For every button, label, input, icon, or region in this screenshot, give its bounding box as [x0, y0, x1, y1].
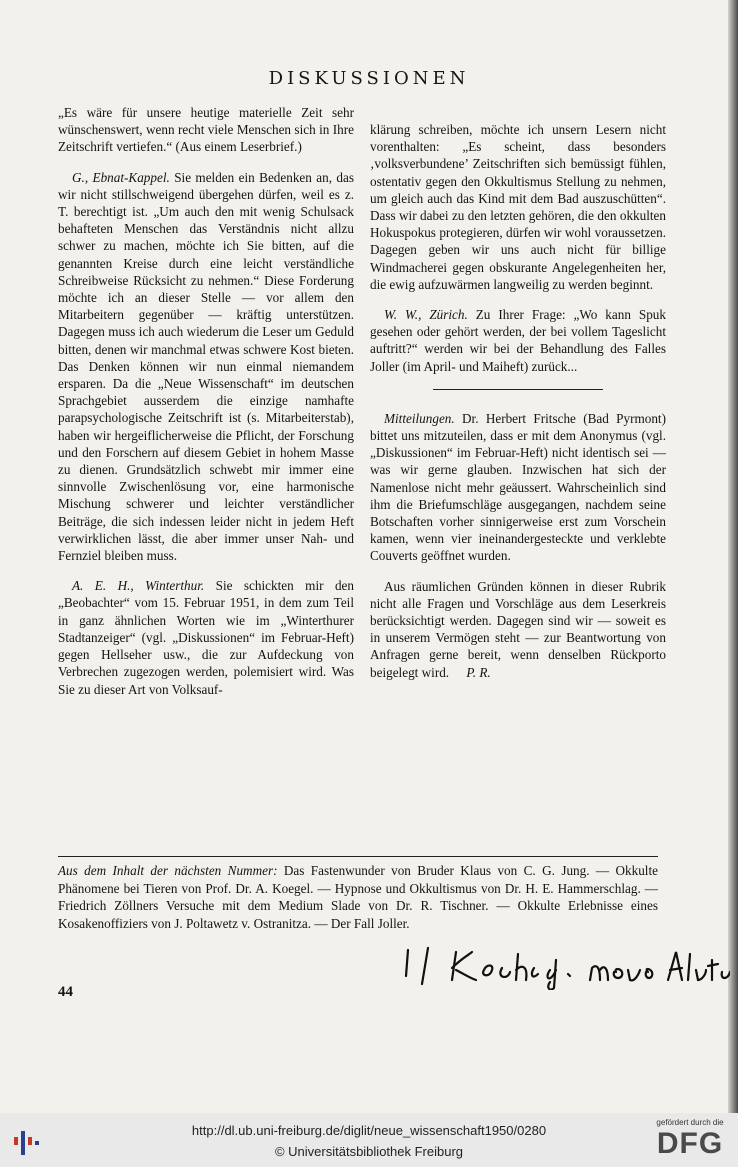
handwritten-note [400, 940, 730, 990]
next-issue-lead: Aus dem Inhalt der nächsten Nummer: [58, 863, 278, 878]
next-issue-contents [58, 862, 658, 932]
announcements [370, 410, 666, 565]
reply-ebnat-kappel [58, 169, 354, 565]
announcements-lead: Mitteilungen. [384, 410, 455, 426]
reply-body: Zu Ihrer Frage: „Wo kann Spuk gesehen oder gehört werden, der bei vollem Tageslicht auftritt?“ werden wir bei der Behandlung des Falles Joller (im April- und Maiheft) zurück... [370, 307, 666, 374]
continued-paragraph: klärung schreiben, möchte ich unsern Lesern nicht vorenthalten: „Es scheint, dass besonders ‚volksverbundene’ Zeitschriften sich bemüssigt fühlen, ostentativ gegen den Okkultismus Stellung zu nehmen, um gleich auch das Kind mit dem Bad auszuschütten“. Dass wir dabei zu den letzten gehören, die den okkulten Hokuspokus protegieren, dürfen wir wohl voraussetzen. Dagegen geben wir uns auch nicht für billige Windmacherei gegen obskurante Angelegenheiten her, die ewig aufzuwärmen langweilig zu werden beginnt. [370, 122, 666, 292]
editorial-note: Aus räumlichen Gründen können in dieser Rubrik nicht alle Fragen und Vorschläge aus dem Leserkreis berücksichtigt werden. Dagegen sind wir — soweit es in unserem Vermögen steht — zur Beantwortung von Anfragen gerne bereit, wenn denselben Rückporto beigelegt wird. P. R. [370, 578, 666, 680]
digitization-url-link[interactable]: http://dl.ub.uni-freiburg.de/diglit/neue_wissenschaft1950/0280 [191, 1123, 547, 1138]
reply-body: Sie melden ein Bedenken an, das wir nicht stillschweigend übergehen dürfen, weil es z. T. berechtigt ist. „Um auch den mit wenig Schulsack behafteten Menschen das Verständnis nicht allzu schwer zu machen, möchte ich Sie bitten, auf die genannten Kreise durch eine leicht verständliche Schreibweise Rücksicht zu nehmen.“ Diese Forderung möchte ich an dieser Stelle — vor allem den Mitarbeitern gegenüber — kräftig unterstützen. Dagegen muss ich auch wiederum die Leser um Geduld bitten, denen wir manchmal etwas schwere Kost bieten. Das Denken können wir nun einmal niemandem ersparen. Da die „Neue Wissenschaft“ im deutschen Sprachgebiet ausserdem die einzige namhafte parapsychologische Zeitschrift ist (s. Mitarbeiterstab), haben wir hergeiflicherweise die Pflicht, der Forschung und den Forschern auf diesem Gebiet in hohem Masse zu dienen. Grundsätzlich schwebt mir immer eine sinnvolle Zwischenlösung vor, eine harmonische Mischung schwerer und leichter verständlicher Beiträge, die sich indessen leider nicht in jedem Heft verwirklichen lässt, die aber immer unser Nah- und Fernziel bleiben muss. [58, 169, 354, 564]
page-number: 44 [58, 984, 73, 1000]
left-column [58, 104, 354, 711]
copyright-notice: © Universitätsbibliothek Freiburg [274, 1144, 464, 1159]
reader-quote: „Es wäre für unsere heutige materielle Zeit sehr wünschenswert, wenn recht viele Menschen sich in Ihre Zeitschrift vertiefen.“ (Aus einem Leserbrief.) [58, 105, 354, 155]
footer-divider [58, 856, 658, 857]
next-issue-body: Das Fastenwunder von Bruder Klaus von C. G. Jung. — Okkulte Phänomene bei Tieren von Prof. Dr. A. Koegel. — Hypnose und Okkultismus von Dr. H. E. Hammerschlag. — Friedrich Zöllners Versuche mit dem Medium Slade von Dr. R. Tischner. — Okkulte Erlebnisse eines Kosakenoffiziers von J. Poltawetz v. Ostranitza. — Der Fall Joller. [58, 863, 658, 931]
viewer-footer-bar [0, 1113, 738, 1167]
signature: P. R. [466, 664, 491, 680]
reply-lead: G., Ebnat-Kappel. [72, 169, 170, 185]
dfg-funding-logo [650, 1118, 730, 1160]
announcements-body: Dr. Herbert Fritsche (Bad Pyrmont) bittet uns mitzuteilen, dass er mit dem Anonymus (vgl. „Diskussionen“ im Februar-Heft) nicht identisch sei — was wir gerne glauben. Inzwischen hat sich der Namenlose nicht mehr geäussert. Wahrscheinlich sind ihm die Briefumschläge ausgegangen, nachdem seine Botschaften vorher sinnigerweise erst zum Vorschein kamen, wenn vier ineinandergesteckte und verklebte Couverts geöffnet wurden. [370, 410, 666, 564]
reply-winterthur [58, 577, 354, 697]
dfg-caption: gefördert durch die [656, 1118, 724, 1127]
dfg-logo-text: DFG [656, 1127, 724, 1160]
reply-lead: W. W., Zürich. [384, 307, 468, 323]
reply-body: Sie schickten mir den „Beobachter“ vom 15. Februar 1951, in dem zum Teil in ganz ähnlichen Worten wie im „Winterthurer Stadtanzeiger“ (vgl. „Diskussionen“ im Februar-Heft) gegen Hellseher usw., die zur Aufdeckung von Verbrechen zugezogen werden, polemisiert wird. Was Sie zu dieser Art von Volksauf- [58, 578, 354, 697]
reply-zuerich [370, 306, 666, 375]
section-divider [433, 389, 603, 390]
page-title: DISKUSSIONEN [268, 68, 470, 89]
right-column [370, 121, 666, 694]
reply-lead: A. E. H., Winterthur. [72, 578, 205, 594]
